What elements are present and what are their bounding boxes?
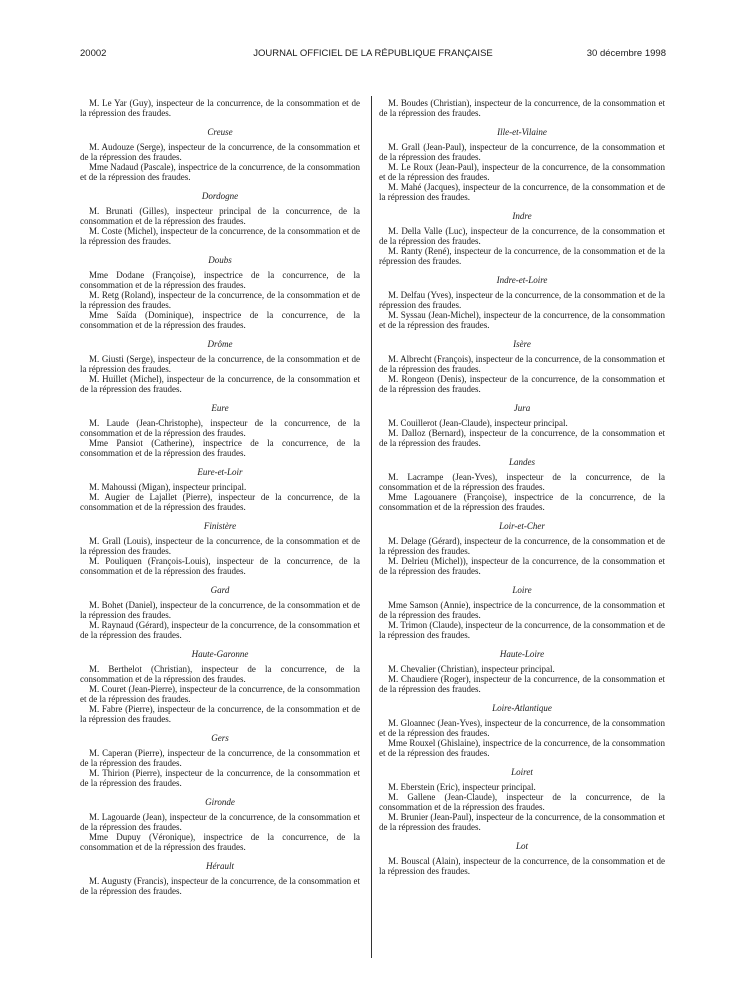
- region-heading: Eure-et-Loir: [197, 467, 243, 477]
- appointment-entry: M. Couret (Jean-Pierre), inspecteur de la concurrence, de la consommation et de la répression des fraudes.: [80, 684, 360, 704]
- region-section: [80, 339, 360, 394]
- region-section: [80, 255, 360, 330]
- appointment-entry: M. Coste (Michel), inspecteur de la concurrence, de la consommation et de la répression des fraudes.: [80, 226, 360, 246]
- region-heading: Jura: [513, 403, 531, 413]
- appointment-entry: Mme Dodane (Françoise), inspectrice de la concurrence, de la consommation et de la répression des fraudes.: [80, 270, 360, 290]
- region-section: [379, 211, 665, 266]
- journal-title: JOURNAL OFFICIEL DE LA RÉPUBLIQUE FRANÇAISE: [253, 48, 493, 59]
- region-heading: Eure: [211, 403, 229, 413]
- region-section: [80, 585, 360, 640]
- appointment-entry: M. Albrecht (François), inspecteur de la concurrence, de la consommation et de la répression des fraudes.: [379, 354, 665, 374]
- region-heading: Loiret: [511, 767, 533, 777]
- region-heading: Hérault: [206, 861, 234, 871]
- page-number: 20002: [80, 48, 107, 59]
- region-section: [379, 339, 665, 394]
- appointment-entry: M. Laude (Jean-Christophe), inspecteur de la concurrence, de la consommation et de la répression des fraudes.: [80, 418, 360, 438]
- region-section: [379, 127, 665, 202]
- appointment-entry: M. Dalloz (Bernard), inspecteur de la concurrence, de la consommation et de la répression des fraudes.: [379, 428, 665, 448]
- region-section: [379, 585, 665, 640]
- appointment-entry: M. Delrieu (Michel)), inspecteur de la concurrence, de la consommation et de la répression des fraudes.: [379, 556, 665, 576]
- appointment-entry: M. Grall (Louis), inspecteur de la concurrence, de la consommation et de la répression des fraudes.: [80, 536, 360, 556]
- region-section: [379, 649, 665, 694]
- region-heading: Gard: [210, 585, 230, 595]
- region-section: [379, 403, 665, 448]
- appointment-entry: M. Caperan (Pierre), inspecteur de la concurrence, de la consommation et de la répression des fraudes.: [80, 748, 360, 768]
- region-section: [80, 649, 360, 724]
- region-section: [80, 127, 360, 182]
- appointment-entry: M. Audouze (Serge), inspecteur de la concurrence, de la consommation et de la répression des fraudes.: [80, 142, 360, 162]
- appointment-entry: M. Gloannec (Jean-Yves), inspecteur de la concurrence, de la consommation et de la répression des fraudes.: [379, 718, 665, 738]
- appointment-entry: M. Brunati (Gilles), inspecteur principal de la concurrence, de la consommation et de la répression des fraudes.: [80, 206, 360, 226]
- appointment-entry: M. Ranty (René), inspecteur de la concurrence, de la consommation et de la répression des fraudes.: [379, 246, 665, 266]
- region-section: [379, 703, 665, 758]
- appointment-entry: Mme Lagouanere (Françoise), inspectrice de la concurrence, de la consommation et de la répression des fraudes.: [379, 492, 665, 512]
- region-heading: Doubs: [208, 255, 232, 265]
- region-heading: Drôme: [207, 339, 233, 349]
- appointment-entry: M. Gallene (Jean-Claude), inspecteur de la concurrence, de la consommation et de la répression des fraudes.: [379, 792, 665, 812]
- region-section: [80, 98, 360, 118]
- appointment-entry: M. Mahoussi (Migan), inspecteur principal.: [89, 482, 247, 492]
- region-section: [80, 733, 360, 788]
- region-section: [379, 841, 665, 876]
- region-heading: Haute-Garonne: [191, 649, 249, 659]
- appointment-entry: Mme Rouxel (Ghislaine), inspectrice de la concurrence, de la consommation et de la répression des fraudes.: [379, 738, 665, 758]
- region-heading: Loire: [512, 585, 532, 595]
- region-section: [80, 403, 360, 458]
- appointment-entry: M. Trimon (Claude), inspecteur de la concurrence, de la consommation et de la répression des fraudes.: [379, 620, 665, 640]
- appointment-entry: M. Le Yar (Guy), inspecteur de la concurrence, de la consommation et de la répression des fraudes.: [80, 98, 360, 118]
- appointment-entry: M. Le Roux (Jean-Paul), inspecteur de la concurrence, de la consommation et de la répression des fraudes.: [379, 162, 665, 182]
- appointment-entry: M. Augusty (Francis), inspecteur de la concurrence, de la consommation et de la répression des fraudes.: [80, 876, 360, 896]
- region-section: [80, 797, 360, 852]
- region-heading: Ille-et-Vilaine: [497, 127, 547, 137]
- page-header: [80, 48, 666, 64]
- appointment-entry: Mme Samson (Annie), inspectrice de la concurrence, de la consommation et de la répression des fraudes.: [379, 600, 665, 620]
- region-section: [379, 521, 665, 576]
- region-section: [379, 767, 665, 832]
- right-column: [379, 98, 665, 876]
- publication-date: 30 décembre 1998: [586, 48, 666, 59]
- appointment-entry: M. Brunier (Jean-Paul), inspecteur de la concurrence, de la consommation et de la répression des fraudes.: [379, 812, 665, 832]
- region-section: [80, 521, 360, 576]
- appointment-entry: M. Bohet (Daniel), inspecteur de la concurrence, de la consommation et de la répression des fraudes.: [80, 600, 360, 620]
- appointment-entry: M. Boudes (Christian), inspecteur de la concurrence, de la consommation et de la répression des fraudes.: [379, 98, 665, 118]
- appointment-entry: M. Syssau (Jean-Michel), inspecteur de la concurrence, de la consommation et de la répression des fraudes.: [379, 310, 665, 330]
- region-heading: Isère: [513, 339, 531, 349]
- region-heading: Gers: [211, 733, 229, 743]
- appointment-entry: M. Raynaud (Gérard), inspecteur de la concurrence, de la consommation et de la répression des fraudes.: [80, 620, 360, 640]
- region-section: [379, 457, 665, 512]
- appointment-entry: M. Della Valle (Luc), inspecteur de la concurrence, de la consommation et de la répression des fraudes.: [379, 226, 665, 246]
- region-heading: Indre: [512, 211, 532, 221]
- appointment-entry: Mme Saïda (Dominique), inspectrice de la concurrence, de la consommation et de la répression des fraudes.: [80, 310, 360, 330]
- appointment-entry: M. Thirion (Pierre), inspecteur de la concurrence, de la consommation et de la répression des fraudes.: [80, 768, 360, 788]
- region-section: [80, 191, 360, 246]
- appointment-entry: M. Pouliquen (François-Louis), inspecteur de la concurrence, de la consommation et de la répression des fraudes.: [80, 556, 360, 576]
- appointment-entry: M. Lagouarde (Jean), inspecteur de la concurrence, de la consommation et de la répression des fraudes.: [80, 812, 360, 832]
- appointment-entry: M. Chaudiere (Roger), inspecteur de la concurrence, de la consommation et de la répression des fraudes.: [379, 674, 665, 694]
- region-section: [379, 98, 665, 118]
- appointment-entry: M. Rongeon (Denis), inspecteur de la concurrence, de la consommation et de la répression des fraudes.: [379, 374, 665, 394]
- appointment-entry: M. Grall (Jean-Paul), inspecteur de la concurrence, de la consommation et de la répression des fraudes.: [379, 142, 665, 162]
- appointment-entry: Mme Dupuy (Véronique), inspectrice de la concurrence, de la consommation et de la répression des fraudes.: [80, 832, 360, 852]
- region-heading: Haute-Loire: [499, 649, 545, 659]
- appointment-entry: Mme Nadaud (Pascale), inspectrice de la concurrence, de la consommation et de la répression des fraudes.: [80, 162, 360, 182]
- appointment-entry: M. Huillet (Michel), inspecteur de la concurrence, de la consommation et de la répression des fraudes.: [80, 374, 360, 394]
- appointment-entry: M. Delage (Gérard), inspecteur de la concurrence, de la consommation et de la répression des fraudes.: [379, 536, 665, 556]
- appointment-entry: M. Eberstein (Eric), inspecteur principal.: [388, 782, 536, 792]
- region-heading: Dordogne: [201, 191, 239, 201]
- region-heading: Loire-Atlantique: [492, 703, 552, 713]
- appointment-entry: M. Bouscal (Alain), inspecteur de la concurrence, de la consommation et de la répression des fraudes.: [379, 856, 665, 876]
- appointment-entry: M. Lacrampe (Jean-Yves), inspecteur de la concurrence, de la consommation et de la répression des fraudes.: [379, 472, 665, 492]
- region-heading: Gironde: [205, 797, 235, 807]
- appointment-entry: M. Delfau (Yves), inspecteur de la concurrence, de la consommation et de la répression des fraudes.: [379, 290, 665, 310]
- appointment-entry: M. Giusti (Serge), inspecteur de la concurrence, de la consommation et de la répression des fraudes.: [80, 354, 360, 374]
- appointment-entry: M. Berthelot (Christian), inspecteur de la concurrence, de la consommation et de la répression des fraudes.: [80, 664, 360, 684]
- region-heading: Indre-et-Loire: [496, 275, 548, 285]
- region-heading: Finistère: [203, 521, 237, 531]
- region-section: [80, 861, 360, 896]
- region-section: [80, 467, 360, 512]
- appointment-entry: M. Augier de Lajallet (Pierre), inspecteur de la concurrence, de la consommation et de la répression des fraudes.: [80, 492, 360, 512]
- region-heading: Loir-et-Cher: [499, 521, 545, 531]
- left-column: [80, 98, 360, 896]
- appointment-entry: M. Fabre (Pierre), inspecteur de la concurrence, de la consommation et de la répression des fraudes.: [80, 704, 360, 724]
- region-heading: Creuse: [207, 127, 233, 137]
- region-heading: Landes: [508, 457, 535, 467]
- region-section: [379, 275, 665, 330]
- appointment-entry: M. Retg (Roland), inspecteur de la concurrence, de la consommation et de la répression des fraudes.: [80, 290, 360, 310]
- region-heading: Lot: [515, 841, 528, 851]
- appointment-entry: M. Mahé (Jacques), inspecteur de la concurrence, de la consommation et de la répression des fraudes.: [379, 182, 665, 202]
- appointment-entry: M. Couillerot (Jean-Claude), inspecteur principal.: [388, 418, 568, 428]
- column-divider: [371, 96, 372, 958]
- appointment-entry: M. Chevalier (Christian), inspecteur principal.: [388, 664, 555, 674]
- appointment-entry: Mme Pansiot (Catherine), inspectrice de la concurrence, de la consommation et de la répression des fraudes.: [80, 438, 360, 458]
